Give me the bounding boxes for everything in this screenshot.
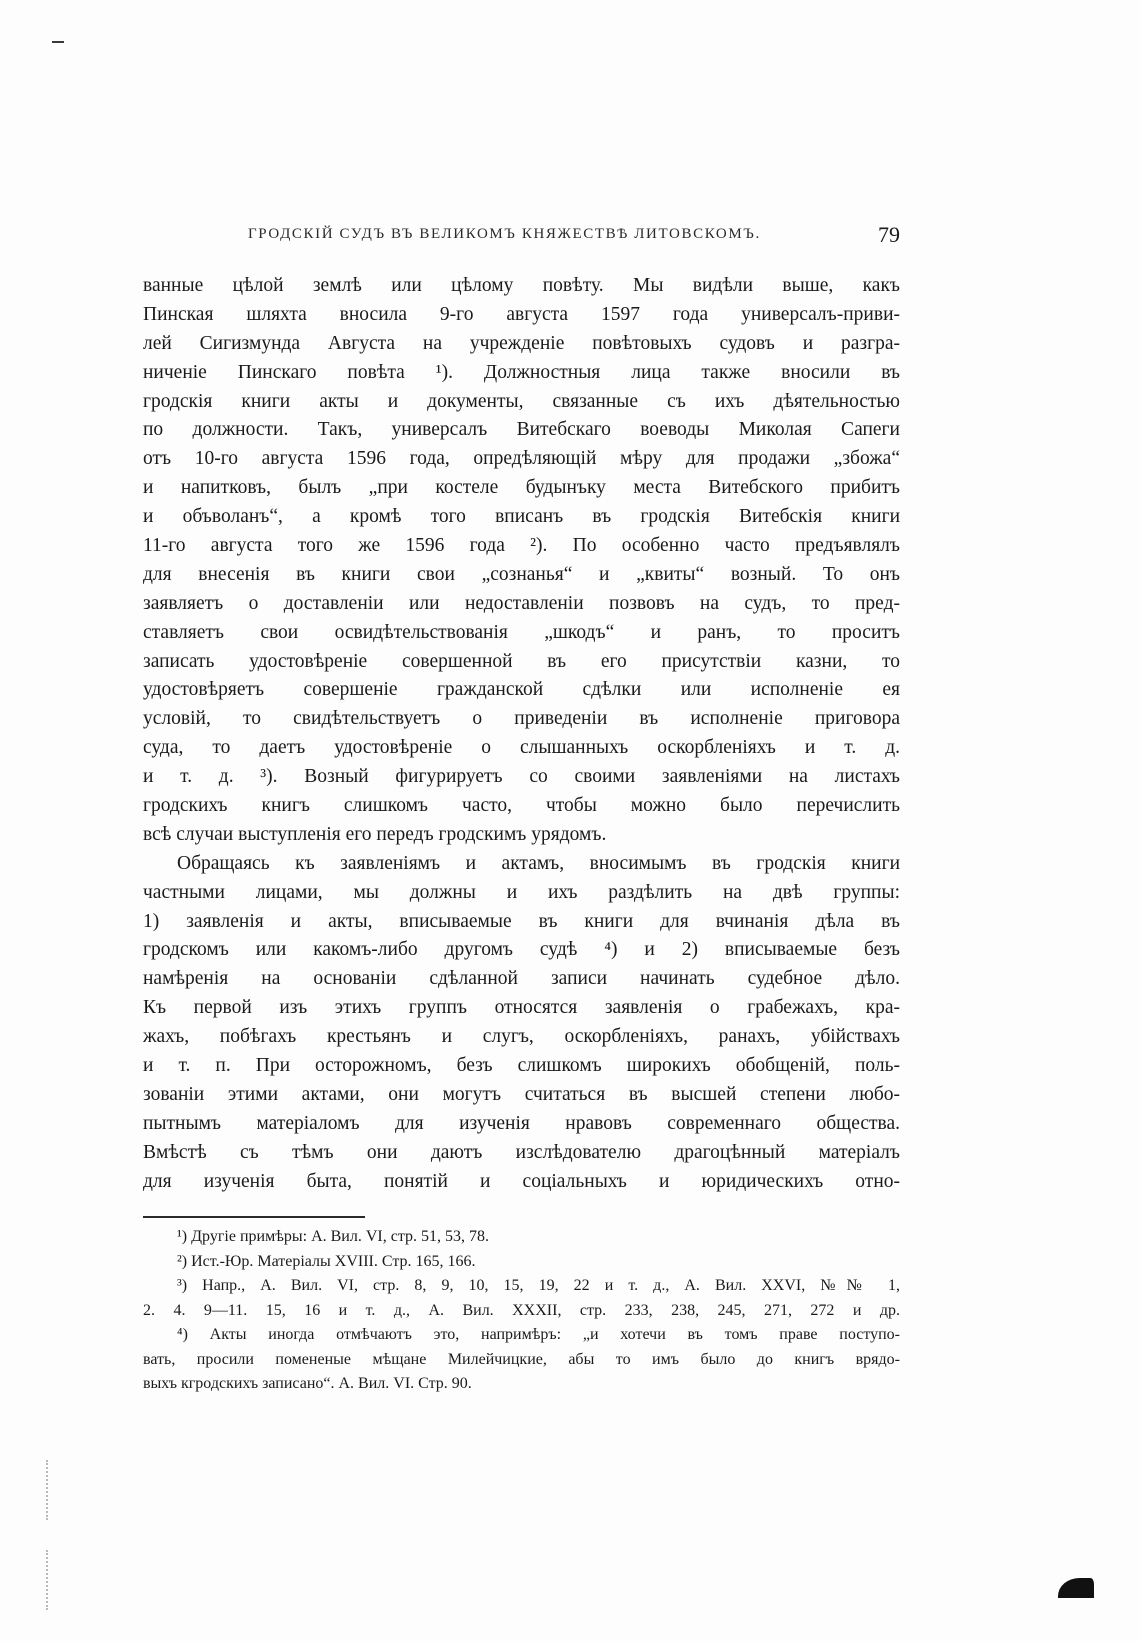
text-line: для внесенія въ книги свои „сознанья“ и „квиты“ возный. То онъ — [143, 563, 900, 585]
page-edge-dots — [46, 1550, 50, 1610]
text-line: удостовѣряетъ совершеніе гражданской сдѣлки или исполненіе ея — [143, 679, 900, 701]
text-line: суда, то даетъ удостовѣреніе о слышанныхъ оскорбленіяхъ и т. д. — [143, 737, 900, 759]
text-line: отъ 10-го августа 1596 года, опредѣляющій мѣру для продажи „збожа“ — [143, 448, 900, 470]
footnote-line: ¹) Другіе примѣры: А. Вил. VI, стр. 51, 53, 78. — [177, 1228, 490, 1245]
text-line: гродскомъ или какомъ-либо другомъ судѣ ⁴) и 2) вписываемые безъ — [143, 939, 900, 961]
text-line: и т. д. ³). Возный фигурируетъ со своими заявленіями на листахъ — [143, 766, 900, 788]
text-line: 11-го августа того же 1596 года ²). По особенно часто предъявлялъ — [143, 535, 900, 557]
page-edge-dots — [46, 1460, 50, 1520]
text-line: зованіи этими актами, они могутъ считаться въ высшей степени любо- — [143, 1083, 900, 1105]
text-line: частными лицами, мы должны и ихъ раздѣлить на двѣ группы: — [143, 881, 900, 903]
body-text — [143, 272, 900, 1197]
text-line: по должности. Такъ, универсалъ Витебскаго воеводы Миколая Сапеги — [143, 419, 900, 441]
text-line: записать удостовѣреніе совершенной въ его присутствіи казни, то — [143, 650, 900, 672]
footnote-line: вать, просили помененые мѣщане Милейчицкие, абы то имъ было до книгъ врядо- — [143, 1350, 900, 1368]
scan-mark — [52, 41, 64, 43]
text-line: для изученія быта, понятій и соціальныхъ и юридическихъ отно- — [143, 1170, 900, 1192]
text-line: условій, то свидѣтельствуетъ о приведеніи въ исполненіе приговора — [143, 708, 900, 730]
text-line: жахъ, побѣгахъ крестьянъ и слугъ, оскорбленіяхъ, ранахъ, убійствахъ — [143, 1026, 900, 1048]
text-line: и напитковъ, былъ „при костеле будынъку места Витебского прибитъ — [143, 477, 900, 499]
page-header — [248, 222, 900, 252]
footnote-line: выхъ кгродскихъ записано“. А. Вил. VI. Стр. 90. — [143, 1375, 472, 1392]
running-head: ГРОДСКІЙ СУДЪ ВЪ ВЕЛИКОМЪ КНЯЖЕСТВѢ ЛИТОВСКОМЪ. — [248, 226, 761, 242]
footnote-rule — [143, 1216, 365, 1218]
text-line: гродскія книги акты и документы, связанные съ ихъ дѣятельностью — [143, 390, 900, 412]
text-line: Къ первой изъ этихъ группъ относятся заявленія о грабежахъ, кра- — [143, 997, 900, 1019]
footnote-line: ⁴) Акты иногда отмѣчаютъ это, напримѣръ: „и хотечи въ томъ праве поступо- — [177, 1326, 900, 1343]
ink-blot — [1058, 1578, 1094, 1598]
text-line: Вмѣстѣ съ тѣмъ они даютъ изслѣдователю драгоцѣнный матеріалъ — [143, 1141, 900, 1163]
text-line: лей Сигизмунда Августа на учрежденіе повѣтовыхъ судовъ и разгра- — [143, 332, 900, 354]
text-line: Пинская шляхта вносила 9-го августа 1597 года универсалъ-приви- — [143, 303, 900, 325]
footnotes — [143, 1225, 900, 1397]
footnote-line: ²) Ист.-Юр. Матеріалы XVIII. Стр. 165, 166. — [177, 1252, 476, 1270]
text-line: ванные цѣлой землѣ или цѣлому повѣту. Мы видѣли выше, какъ — [143, 275, 900, 296]
text-line: ниченіе Пинскаго повѣта ¹). Должностныя лица также вносили въ — [143, 361, 900, 383]
text-line: и объволанъ“, а кромѣ того вписанъ въ гродскія Витебскія книги — [143, 506, 900, 528]
text-line: ставляетъ свои освидѣтельствованія „шкодъ“ и ранъ, то проситъ — [143, 621, 900, 643]
text-line: пытнымъ матеріаломъ для изученія нравовъ современнаго общества. — [143, 1112, 900, 1134]
text-line: и т. п. При осторожномъ, безъ слишкомъ широкихъ обобщеній, поль- — [143, 1055, 900, 1077]
text-line: гродскихъ книгъ слишкомъ часто, чтобы можно было перечислить — [143, 795, 900, 817]
text-line: 1) заявленія и акты, вписываемые въ книги для вчинанія дѣла въ — [143, 910, 900, 932]
text-line: Обращаясь къ заявленіямъ и актамъ, вносимымъ въ гродскія книги — [177, 852, 900, 874]
footnote-line: 2. 4. 9—11. 15, 16 и т. д., А. Вил. XXXII, стр. 233, 238, 245, 271, 272 и др. — [143, 1301, 900, 1319]
footnote-line: ³) Напр., А. Вил. VI, стр. 8, 9, 10, 15, 19, 22 и т. д., А. Вил. XXVI, №№ 1, — [177, 1277, 900, 1294]
text-line: всѣ случаи выступленія его передъ гродскимъ урядомъ. — [143, 823, 607, 845]
text-line: намѣренія на основаніи сдѣланной записи начинать судебное дѣло. — [143, 968, 900, 990]
page-number: 79 — [878, 222, 900, 247]
text-line: заявляетъ о доставленіи или недоставленіи позвовъ на судъ, то пред- — [143, 592, 900, 614]
